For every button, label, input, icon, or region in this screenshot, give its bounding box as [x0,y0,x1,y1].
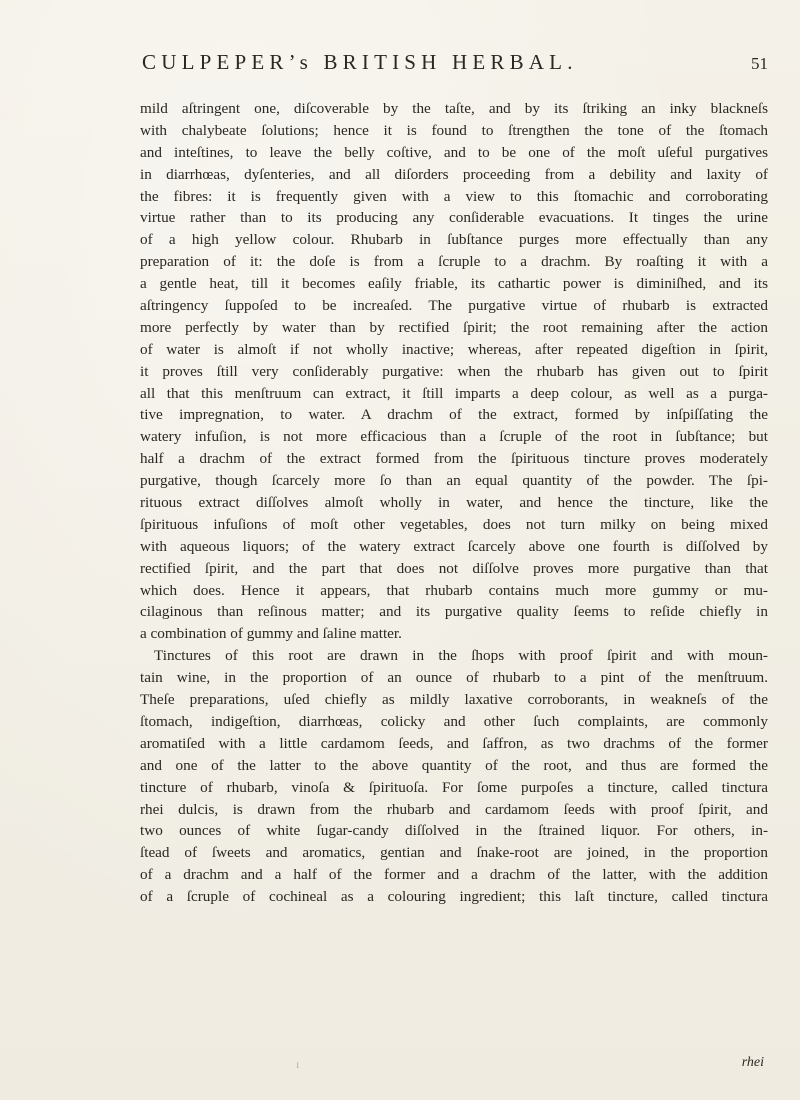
text-line: watery infuſion, is not more efficacious than a ſcruple of the root in ſubſtance; but [140,428,768,446]
text-line: of water is almoſt if not wholly inactive; whereas, after repeated digeſtion in ſpirit, [140,340,768,358]
text-line: Tinctures of this root are drawn in the ſhops with proof ſpirit and with moun- [154,647,768,665]
text-line: half a drachm of the extract formed from the ſpirituous tincture proves moderately [140,450,768,468]
text-line: of a ſcruple of cochineal as a colouring ingredient; this laſt tincture, called tinctura [140,888,768,906]
text-line: ſpirituous infuſions of moſt other vegetables, does not turn milky on being mixed [140,515,768,533]
text-line: a gentle heat, till it becomes eaſily friable, its cathartic power is diminiſhed, and its [140,275,768,293]
text-line: cilaginous than reſinous matter; and its purgative quality ſeems to reſide chiefly in [140,603,768,621]
text-line: rhei dulcis, is drawn from the rhubarb and cardamom ſeeds with proof ſpirit, and [140,800,768,818]
text-line: aſtringency ſuppoſed to be increaſed. The purgative virtue of rhubarb is extracted [140,297,768,315]
page-header [128,50,768,86]
text-line: rectified ſpirit, and the part that does not diſſolve proves more purgative than that [140,559,768,577]
text-line: tincture of rhubarb, vinoſa & ſpirituoſa. For ſome purpoſes a tincture, called tinctura [140,778,768,796]
text-line: rituous extract diſſolves almoſt wholly in water, and hence the tincture, like the [140,494,768,512]
text-line: tain wine, in the proportion of an ounce of rhubarb to a pint of the menſtruum. [140,669,768,687]
text-line: and inteſtines, to leave the belly coſtive, and to be one of the moſt uſeful purgatives [140,143,768,161]
text-line: mild aſtringent one, diſcoverable by the taſte, and by its ſtriking an inky blackneſs [140,100,768,117]
text-line: preparation of it: the doſe is from a ſcruple to a drachm. By roaſting it with a [140,253,768,271]
text-line: Theſe preparations, uſed chiefly as mildly laxative corroborants, in weakneſs of the [140,691,768,709]
text-line: with aqueous liquors; of the watery extract ſcarcely above one fourth is diſſolved by [140,537,768,555]
text-line: in diarrhœas, dyſenteries, and all diſorders proceeding from a debility and laxity of [140,165,768,183]
text-line: aromatiſed with a little cardamom ſeeds, and ſaffron, as two drachms of the former [140,734,768,752]
text-line: ſtead of ſweets and aromatics, gentian and ſnake-root are joined, in the proportion [140,844,768,862]
text-line: which does. Hence it appears, that rhubarb contains much more gummy or mu- [140,581,768,599]
body-text [140,98,768,908]
text-line: purgative, though ſcarcely more ſo than an equal quantity of the powder. The ſpi- [140,472,768,490]
text-line: the fibres: it is frequently given with a view to this ſtomachic and corroborating [140,187,768,205]
catchword: rhei [741,1055,764,1070]
text-line: virtue rather than to its producing any conſiderable evacuations. It tinges the urine [140,209,768,227]
page-number: 51 [751,54,768,73]
text-line: tive impregnation, to water. A drachm of the extract, formed by inſpiſſating the [140,406,768,424]
text-line: of a drachm and a half of the former and a drachm of the latter, with the addition [140,866,768,884]
text-line: all that this menſtruum can extract, it ſtill imparts a deep colour, as well as a purga- [140,384,768,402]
text-line: with chalybeate ſolutions; hence it is found to ſtrengthen the tone of the ſtomach [140,121,768,139]
text-line: and one of the latter to the above quantity of the root, and thus are formed the [140,756,768,774]
text-line: ſtomach, indigeſtion, diarrhœas, colicky and other ſuch complaints, are commonly [140,712,768,730]
footer-mark: ı [296,1057,300,1071]
text-line: it proves ſtill very conſiderably purgative: when the rhubarb has given out to ſpirit [140,362,768,380]
text-line: more perfectly by water than by rectified ſpirit; the root remaining after the action [140,318,768,336]
text-line: two ounces of white ſugar-candy diſſolved in the ſtrained liquor. For others, in- [140,822,768,840]
text-line: of a high yellow colour. Rhubarb in ſubſtance purges more effectually than any [140,231,768,249]
text-line: a combination of gummy and ſaline matter. [140,625,402,643]
running-title: CULPEPER’s BRITISH HERBAL. [142,50,578,74]
